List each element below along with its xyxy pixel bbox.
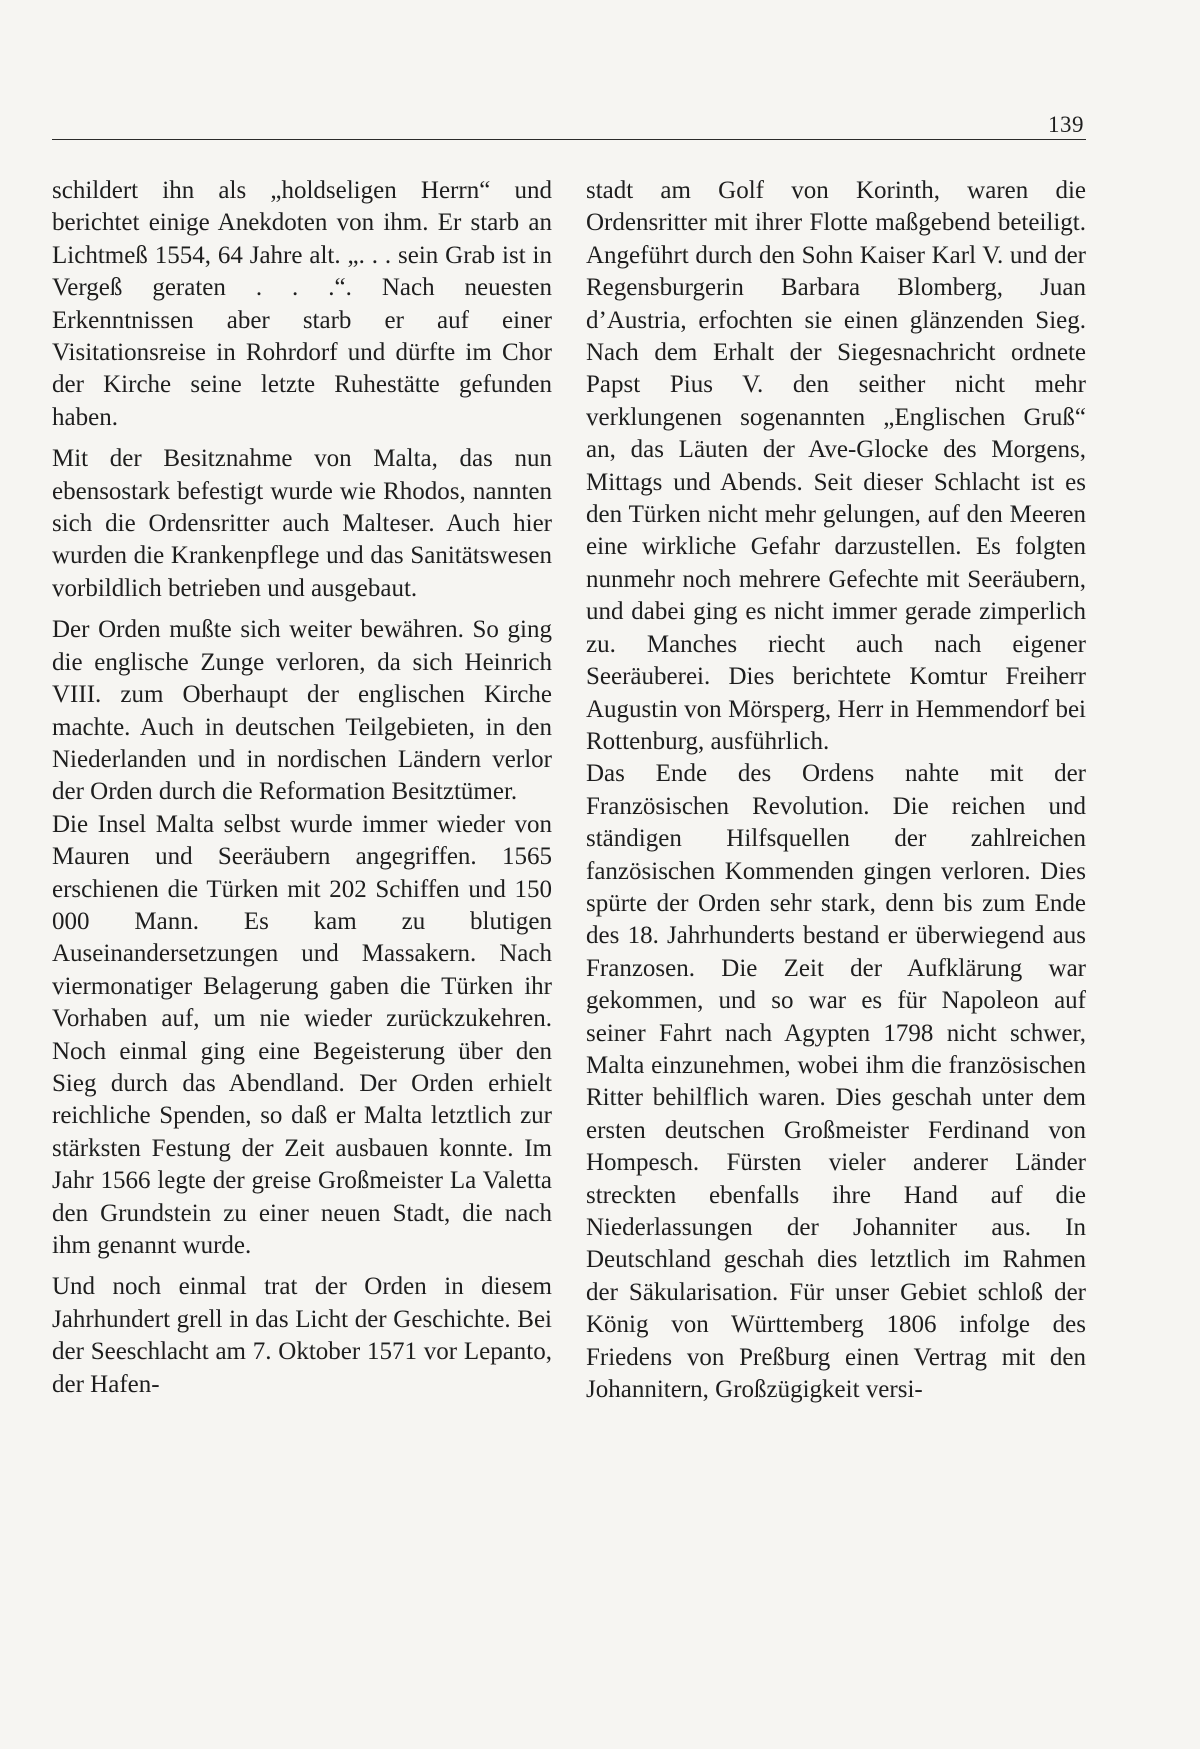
paragraph: stadt am Golf von Korinth, waren die Ordensritter mit ihrer Flotte maßgebend beteiligt. Angeführt durch den Sohn Kaiser Karl V. und der Regensburgerin Barbara Blomberg, Juan d’Austria, erfochten sie einen glänzenden Sieg. Nach dem Erhalt der Siegesnachricht ordnete Papst Pius V. den seither nicht mehr verklungenen sogenannten „Englischen Gruß“ an, das Läuten der Ave-Glocke des Morgens, Mittags und Abends. Seit dieser Schlacht ist es den Türken nicht mehr gelungen, auf den Meeren eine wirkliche Gefahr darzustellen. Es folgten nunmehr noch mehrere Gefechte mit Seeräubern, und dabei ging es nicht immer gerade zimperlich zu. Manches riecht auch nach eigener Seeräuberei. Dies berichtete Komtur Freiherr Augustin von Mörsperg, Herr in Hemmendorf bei Rottenburg, ausführlich. [586,177,1086,755]
header-rule [52,139,1086,140]
paragraph: Mit der Besitznahme von Malta, das nun ebensostark befestigt wurde wie Rhodos, nannten sich die Ordensritter auch Malteser. Auch hier wurden die Krankenpflege und das Sanitätswesen vorbildlich betrieben und ausgebaut. [52,445,552,602]
paragraph: Und noch einmal trat der Orden in diesem Jahrhundert grell in das Licht der Geschichte. Bei der Seeschlacht am 7. Oktober 1571 vor Lepanto, der Hafen- [52,1273,552,1398]
left-column [52,175,552,1401]
paragraph: Das Ende des Ordens nahte mit der Französischen Revolution. Die reichen und ständigen Hilfsquellen der zahlreichen fanzösischen Kommenden gingen verloren. Dies spürte der Orden sehr stark, denn bis zum Ende des 18. Jahrhunderts bestand er überwiegend aus Franzosen. Die Zeit der Aufklärung war gekommen, und so war es für Napoleon auf seiner Fahrt nach Agypten 1798 nicht schwer, Malta einzunehmen, wobei ihm die französischen Ritter behilflich waren. Dies geschah unter dem ersten deutschen Großmeister Ferdinand von Hompesch. Fürsten vieler anderer Länder streckten ebenfalls ihre Hand auf die Niederlassungen der Johanniter aus. In Deutschland geschah dies letztlich im Rahmen der Säkularisation. Für unser Gebiet schloß der König von Württemberg 1806 infolge des Friedens von Preßburg einen Vertrag mit den Johannitern, Großzügigkeit versi- [586,760,1086,1404]
paragraph: schildert ihn als „holdseligen Herrn“ und berichtet einige Anekdoten von ihm. Er starb an Lichtmeß 1554, 64 Jahre alt. „. . . sein Grab ist in Vergeß geraten . . .“. Nach neuesten Erkenntnissen aber starb er auf einer Visitationsreise in Rohrdorf und dürfte im Chor der Kirche seine letzte Ruhestätte gefunden haben. [52,177,552,431]
right-column [586,175,1086,1406]
paragraph: Der Orden mußte sich weiter bewähren. So ging die englische Zunge verloren, da sich Heinrich VIII. zum Oberhaupt der englischen Kirche machte. Auch in deutschen Teilgebieten, in den Niederlanden und in nordischen Ländern verlor der Orden durch die Reformation Besitztümer. [52,616,552,806]
paragraph: Die Insel Malta selbst wurde immer wieder von Mauren und Seeräubern angegriffen. 1565 erschienen die Türken mit 202 Schiffen und 150 000 Mann. Es kam zu blutigen Auseinandersetzungen und Massakern. Nach viermonatiger Belagerung gaben die Türken ihr Vorhaben auf, um nie wieder zurückzukehren. Noch einmal ging eine Begeisterung über den Sieg durch das Abendland. Der Orden erhielt reichliche Spenden, so daß er Malta letztlich zur stärksten Festung der Zeit ausbauen konnte. Im Jahr 1566 legte der greise Großmeister La Valetta den Grundstein zu einer neuen Stadt, die nach ihm genannt wurde. [52,810,552,1259]
page-number: 139 [1048,112,1084,137]
